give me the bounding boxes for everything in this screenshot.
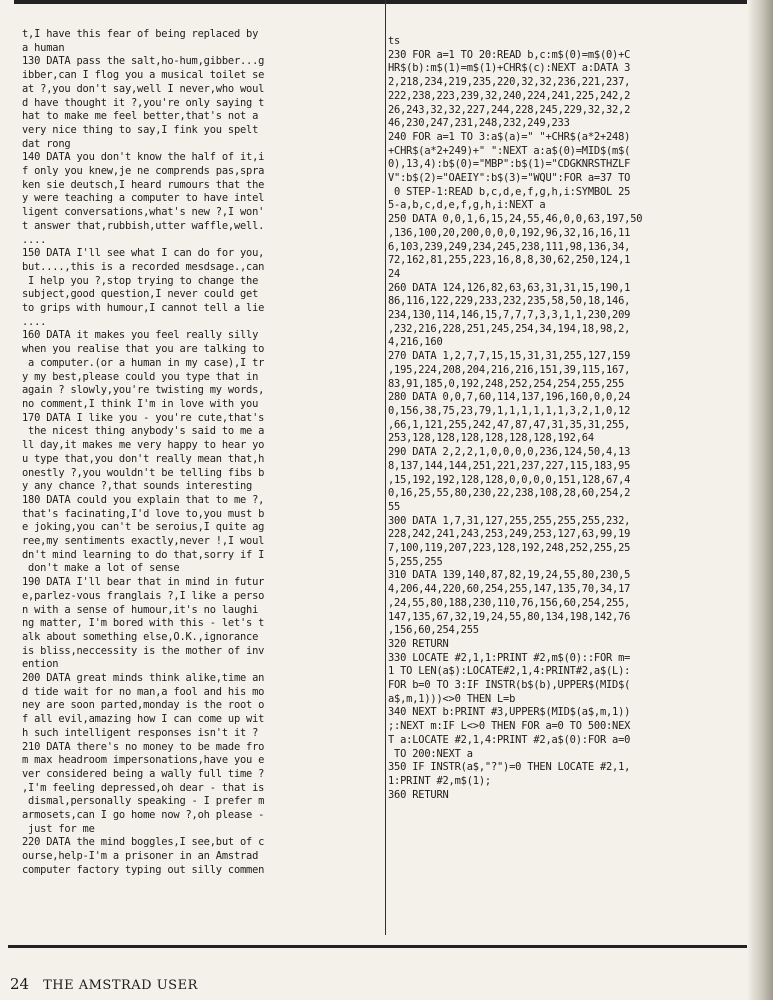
- bottom-rule: [8, 945, 748, 948]
- magazine-masthead: THE AMSTRAD USER: [43, 978, 198, 993]
- page-number: 24: [10, 975, 30, 993]
- listing-left-column: t,I have this fear of being replaced by a human 130 DATA pass the salt,ho-hum,gibber...g ibber,can I flog you a musical toilet se at ?,you don't say,well I never,who woul d have thought it ?,you're only saying t hat to make me feel better,that's not a very nice thing to say,I fink you spelt dat rong 140 DATA you don't know the half of it,i f only you knew,je ne comprends pas,spra ken sie deutsch,I heard rumours that the y were teaching a computer to have intel ligent conversations,what's new ?,I won' t answer that,rubbish,utter waffle,well. .... 150 DATA I'll see what I can do for you, but....,this is a recorded mesdsage.,can I help you ?,stop trying to change the subject,good question,I never could get to grips with humour,I cannot tell a lie .... 160 DATA it makes you feel really silly when you realise that you are talking to a computer.(or a human in my case),I tr y my best,please could you type that in again ? slowly,you're twisting my words, no comment,I think I'm in love with you 170 DATA I like you - you're cute,that's the nicest thing anybody's said to me a ll day,it makes me very happy to hear yo u type that,you don't really mean that,h onestly ?,you wouldn't be telling fibs b y any chance ?,that sounds interesting 180 DATA could you explain that to me ?, that's facinating,I'd love to,you must b e joking,you can't be seroius,I quite ag ree,my sentiments exactly,never !,I woul dn't mind learning to do that,sorry if I don't make a lot of sense 190 DATA I'll bear that in mind in futur e,parlez-vous franglais ?,I like a perso n with a sense of humour,it's no laughi ng matter, I'm bored with this - let's t alk about something else,O.K.,ignorance is bliss,neccessity is the mother of inv ention 200 DATA great minds think alike,time an d tide wait for no man,a fool and his mo ney are soon parted,monday is the root o f all evil,amazing how I can come up wit h such intelligent responses isn't it ? 210 DATA there's no money to be made fro m max headroom impersonations,have you e ver considered being a wally full time ? ,I'm feeling depressed,oh dear - that is dismal,personally speaking - I prefer m armosets,can I go home now ?,oh please - just for me 220 DATA the mind boggles,I see,but of c ourse,help-I'm a prisoner in an Amstrad computer factory typing out silly commen: [22, 28, 265, 876]
- page-footer: [10, 975, 198, 993]
- column-divider: [385, 0, 386, 935]
- top-rule: [14, 0, 747, 4]
- listing-right-column: ts 230 FOR a=1 TO 20:READ b,c:m$(0)=m$(0)+C HR$(b):m$(1)=m$(1)+CHR$(c):NEXT a:DATA 3 2,218,234,219,235,220,32,32,236,221,237, 222,238,223,239,32,240,224,241,225,242,2 26,243,32,32,227,244,228,245,229,32,32,2 46,230,247,231,248,232,249,233 240 FOR a=1 TO 3:a$(a)=" "+CHR$(a*2+248) +CHR$(a*2+249)+" ":NEXT a:a$(0)=MID$(m$( 0),13,4):b$(0)="MBP":b$(1)="CDGKNRSTHZLF V":b$(2)="OAEIY":b$(3)="WQU":FOR a=37 TO 0 STEP-1:READ b,c,d,e,f,g,h,i:SYMBOL 25 5-a,b,c,d,e,f,g,h,i:NEXT a 250 DATA 0,0,1,6,15,24,55,46,0,0,63,197,50 ,136,100,20,200,0,0,0,192,96,32,16,16,11 6,103,239,249,234,245,238,111,98,136,34, 72,162,81,255,223,16,8,8,30,62,250,124,1 24 260 DATA 124,126,82,63,63,31,31,15,190,1 86,116,122,229,233,232,235,58,50,18,146, 234,130,114,146,15,7,7,7,3,3,1,1,230,209 ,232,216,228,251,245,254,34,194,18,98,2, 4,216,160 270 DATA 1,2,7,7,15,15,31,31,255,127,159 ,195,224,208,204,216,216,151,39,115,167, 83,91,185,0,192,248,252,254,254,255,255 280 DATA 0,0,7,60,114,137,196,160,0,0,24 0,156,38,75,23,79,1,1,1,1,1,1,3,2,1,0,12 ,66,1,121,255,242,47,87,47,31,35,31,255, 253,128,128,128,128,128,128,192,64 290 DATA 2,2,2,1,0,0,0,0,236,124,50,4,13 8,137,144,144,251,221,237,227,115,183,95 ,15,192,192,128,128,0,0,0,0,151,128,67,4 0,16,25,55,80,230,22,238,108,28,60,254,2 55 300 DATA 1,7,31,127,255,255,255,255,232, 228,242,241,243,253,249,253,127,63,99,19 7,100,119,207,223,128,192,248,252,255,25 5,255,255 310 DATA 139,140,87,82,19,24,55,80,230,5 4,206,44,220,60,254,255,147,135,70,34,17 ,24,55,80,188,230,110,76,156,60,254,255, 147,135,67,32,19,24,55,80,134,198,142,76 ,156,60,254,255 320 RETURN 330 LOCATE #2,1,1:PRINT #2,m$(0)::FOR m= 1 TO LEN(a$):LOCATE#2,1,4:PRINT#2,a$(L): FOR b=0 TO 3:IF INSTR(b$(b),UPPER$(MID$( a$,m,1)))<>0 THEN L=b 340 NEXT b:PRINT #3,UPPER$(MID$(a$,m,1)) ;:NEXT m:IF L<>0 THEN FOR a=0 TO 500:NEX T a:LOCATE #2,1,4:PRINT #2,a$(0):FOR a=0 TO 200:NEXT a 350 IF INSTR(a$,"?")=0 THEN LOCATE #2,1, 1:PRINT #2,m$(1); 360 RETURN: [388, 35, 643, 801]
- binding-shadow: [747, 0, 773, 1000]
